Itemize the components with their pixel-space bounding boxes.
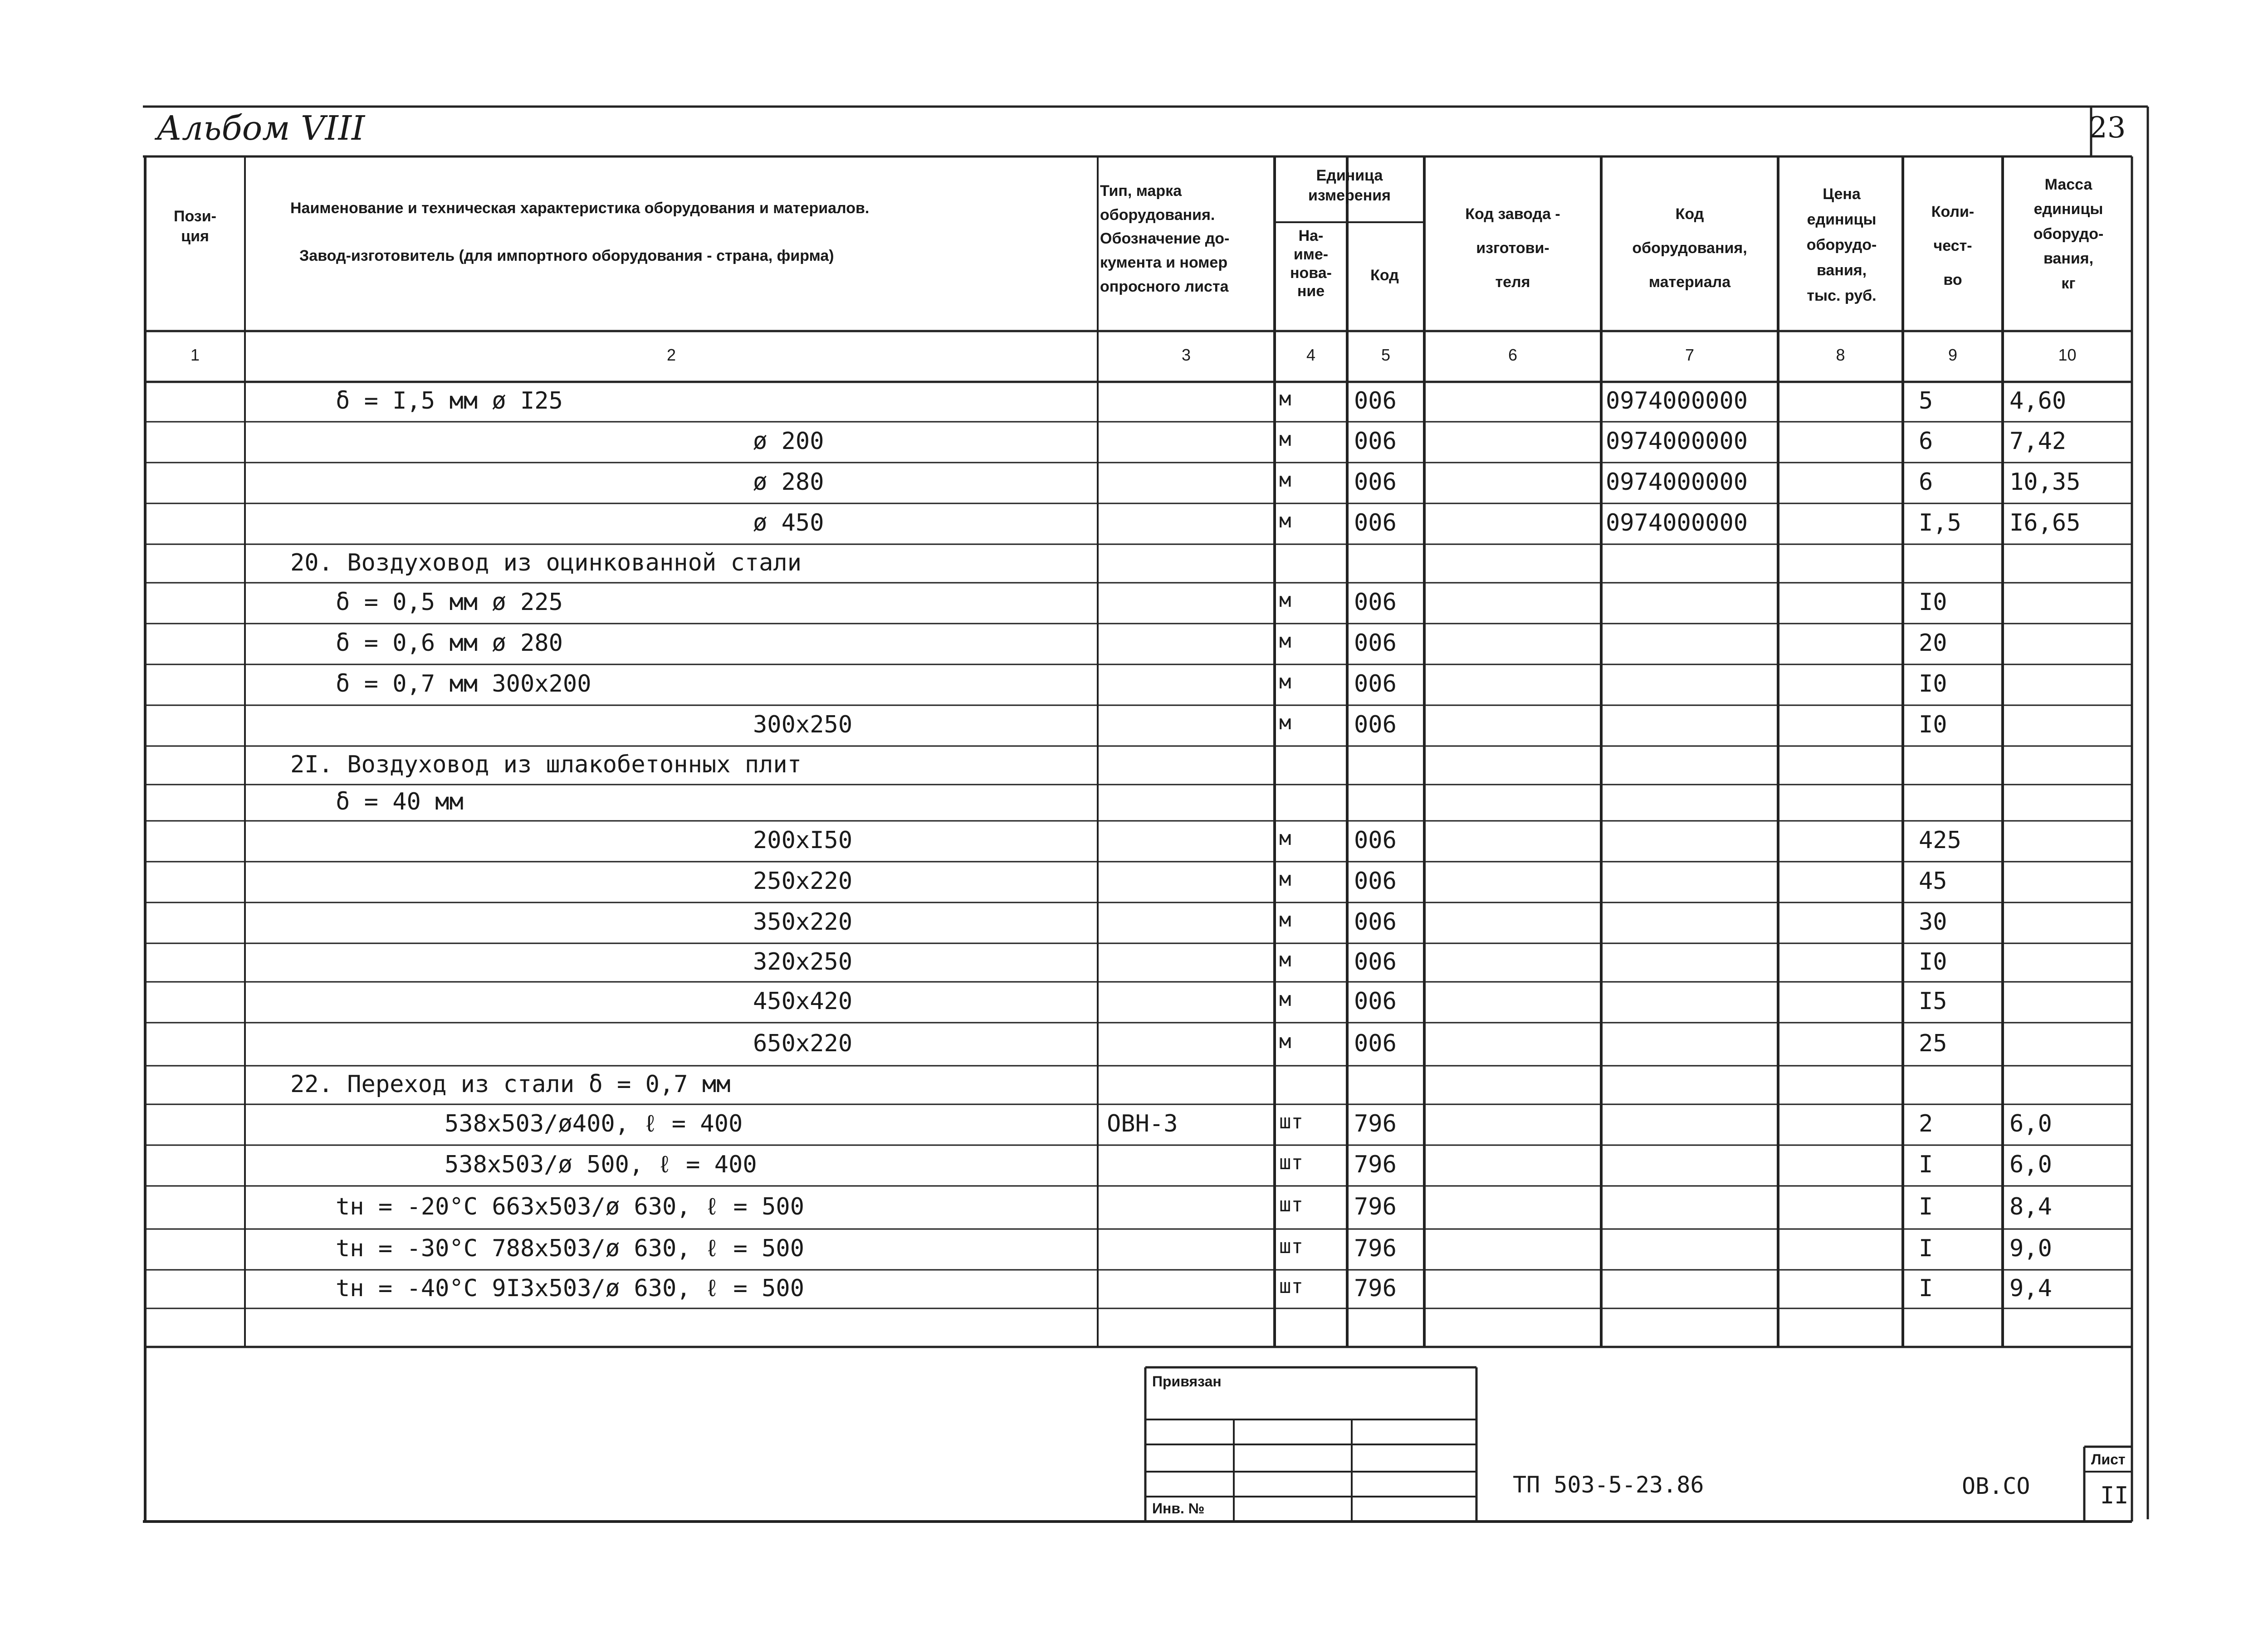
row-name: 300x250 [753, 711, 853, 738]
row-quantity: I,5 [1919, 509, 1961, 537]
row-quantity: 6 [1919, 468, 1933, 496]
column-number: 6 [1508, 346, 1518, 364]
row-mass: 9,4 [2009, 1274, 2052, 1302]
row-quantity: I [1919, 1151, 1933, 1178]
row-name: ø 200 [753, 428, 824, 455]
row-unit-code: 006 [1354, 988, 1397, 1015]
header-type: Тип, марка оборудования. Обозначение до- кумента и номер опросного листа [1100, 182, 1230, 295]
column-number: 4 [1306, 346, 1316, 364]
row-mass: 7,42 [2009, 428, 2067, 455]
row-name: tн = -20°C 663x503/ø 630, ℓ = 500 [336, 1193, 805, 1220]
row-unit: шт [1279, 1235, 1303, 1258]
row-name: 538x503/ø400, ℓ = 400 [445, 1110, 743, 1137]
row-name: 650x220 [753, 1029, 853, 1057]
header-unit-code: Код [1370, 267, 1399, 284]
row-name: 200xI50 [753, 827, 853, 854]
row-quantity: I [1919, 1193, 1933, 1220]
row-unit-code: 006 [1354, 509, 1397, 537]
row-unit-code: 006 [1354, 711, 1397, 738]
row-unit: м [1279, 1029, 1291, 1053]
row-unit: м [1279, 868, 1291, 891]
row-unit: шт [1279, 1110, 1303, 1133]
row-name: δ = 0,5 мм ø 225 [336, 589, 563, 616]
stamp-inv-label: Инв. № [1152, 1500, 1205, 1517]
header-mass: Масса единицы оборудо- вания, кг [2033, 176, 2104, 292]
row-unit-code: 006 [1354, 428, 1397, 455]
row-name: 2I. Воздуховод из шлакобетонных плит [290, 751, 802, 778]
album-title: Альбом VIII [156, 109, 365, 148]
row-material-code: 0974000000 [1606, 468, 1748, 496]
row-unit-code: 006 [1354, 1029, 1397, 1057]
sheet-label: Лист [2091, 1451, 2126, 1468]
row-unit: м [1279, 629, 1291, 653]
row-quantity: I0 [1919, 589, 1947, 616]
row-material-code: 0974000000 [1606, 428, 1748, 455]
row-unit-code: 006 [1354, 868, 1397, 895]
header-quantity: Коли- чест- во [1931, 203, 1975, 288]
page-number: 23 [2089, 111, 2126, 145]
row-unit: шт [1279, 1274, 1303, 1298]
row-unit-code: 796 [1354, 1151, 1397, 1178]
row-quantity: I5 [1919, 988, 1947, 1015]
column-number: 5 [1381, 346, 1391, 364]
column-number: 2 [666, 346, 676, 364]
row-mass: I6,65 [2009, 509, 2081, 537]
row-quantity: 2 [1919, 1110, 1933, 1137]
row-name: tн = -30°C 788x503/ø 630, ℓ = 500 [336, 1235, 805, 1262]
row-material-code: 0974000000 [1606, 387, 1748, 415]
header-unit-name: На- име- нова- ние [1290, 227, 1332, 300]
row-quantity: 25 [1919, 1029, 1947, 1057]
header-name-line1: Наименование и техническая характеристика оборудования и материалов. [290, 200, 870, 217]
header-name-line2: Завод-изготовитель (для импортного оборудования - страна, фирма) [299, 247, 834, 264]
row-name: 538x503/ø 500, ℓ = 400 [445, 1151, 757, 1178]
header-price: Цена единицы оборудо- вания, тыс. руб. [1806, 185, 1877, 305]
row-mass: 4,60 [2009, 387, 2067, 415]
row-name: 250x220 [753, 868, 853, 895]
row-unit: м [1279, 988, 1291, 1011]
row-unit-code: 796 [1354, 1274, 1397, 1302]
row-unit-code: 006 [1354, 387, 1397, 415]
row-unit: м [1279, 711, 1291, 734]
column-number: 8 [1836, 346, 1845, 364]
header-material-code: Код оборудования, материала [1632, 205, 1747, 291]
row-quantity: 45 [1919, 868, 1947, 895]
header-position: Пози- ция [174, 208, 216, 245]
header-factory-code: Код завода - изготови- теля [1465, 205, 1560, 291]
row-unit-code: 006 [1354, 948, 1397, 976]
row-quantity: 30 [1919, 908, 1947, 936]
row-quantity: I0 [1919, 670, 1947, 697]
column-number: 10 [2058, 346, 2077, 364]
row-quantity: 20 [1919, 629, 1947, 657]
row-unit-code: 006 [1354, 629, 1397, 657]
stamp-attached-label: Привязан [1152, 1373, 1222, 1390]
row-unit-code: 006 [1354, 468, 1397, 496]
row-name: 350x220 [753, 908, 853, 936]
row-unit: м [1279, 509, 1291, 532]
row-name: δ = 0,6 мм ø 280 [336, 629, 563, 657]
row-quantity: I0 [1919, 711, 1947, 738]
row-quantity: 6 [1919, 428, 1933, 455]
row-unit-code: 796 [1354, 1235, 1397, 1262]
row-mass: 10,35 [2009, 468, 2081, 496]
row-name: 320x250 [753, 948, 853, 976]
section-code: ОВ.СО [1962, 1473, 2030, 1499]
column-number: 7 [1685, 346, 1695, 364]
row-name: 20. Воздуховод из оцинкованной стали [290, 549, 802, 576]
header-unit-group: Единица измерения [1308, 167, 1391, 205]
row-unit: м [1279, 589, 1291, 612]
row-unit: м [1279, 428, 1291, 451]
row-quantity: 425 [1919, 827, 1961, 854]
document-code: ТП 503-5-23.86 [1513, 1472, 1704, 1498]
row-unit: м [1279, 468, 1291, 492]
row-name: tн = -40°C 9I3x503/ø 630, ℓ = 500 [336, 1274, 805, 1302]
row-unit-code: 006 [1354, 908, 1397, 936]
row-quantity: I [1919, 1274, 1933, 1302]
row-name: 450x420 [753, 988, 853, 1015]
row-unit: м [1279, 670, 1291, 693]
row-name: δ = 0,7 мм 300x200 [336, 670, 591, 697]
row-material-code: 0974000000 [1606, 509, 1748, 537]
row-quantity: 5 [1919, 387, 1933, 415]
row-unit-code: 006 [1354, 589, 1397, 616]
column-number: 9 [1948, 346, 1958, 364]
row-name: 22. Переход из стали δ = 0,7 мм [290, 1070, 731, 1098]
row-unit: м [1279, 387, 1291, 410]
row-unit-code: 006 [1354, 827, 1397, 854]
row-quantity: I0 [1919, 948, 1947, 976]
row-type: ОВН-3 [1107, 1110, 1178, 1137]
row-name: ø 280 [753, 468, 824, 496]
row-unit: шт [1279, 1151, 1303, 1174]
row-mass: 9,0 [2009, 1235, 2052, 1262]
column-number: 1 [190, 346, 200, 364]
row-quantity: I [1919, 1235, 1933, 1262]
sheet-number: II [2100, 1482, 2129, 1509]
row-mass: 6,0 [2009, 1151, 2052, 1178]
row-unit: м [1279, 948, 1291, 971]
row-unit-code: 796 [1354, 1110, 1397, 1137]
row-mass: 6,0 [2009, 1110, 2052, 1137]
row-name: ø 450 [753, 509, 824, 537]
row-unit-code: 006 [1354, 670, 1397, 697]
row-unit-code: 796 [1354, 1193, 1397, 1220]
row-unit: шт [1279, 1193, 1303, 1216]
row-name: δ = 40 мм [336, 788, 464, 815]
row-mass: 8,4 [2009, 1193, 2052, 1220]
row-unit: м [1279, 908, 1291, 932]
row-unit: м [1279, 827, 1291, 850]
row-name: δ = I,5 мм ø I25 [336, 387, 563, 415]
column-number: 3 [1181, 346, 1191, 364]
